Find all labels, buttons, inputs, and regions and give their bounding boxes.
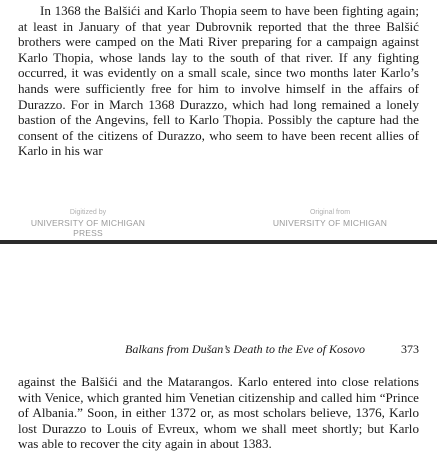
- original-from-watermark: [270, 208, 390, 228]
- top-page-paragraph: In 1368 the Balšići and Karlo Thopia seem to have been fighting again; at least in January of that year Dubrovnik reported that the three Balšić brothers were camped on the Mati River preparing for a campaign against Karlo Thopia, whose lands lay to the south of that river. If any fighting occurred, it was evidently on a small scale, since two months later Karlo’s hands were sufficiently free for him to involve himself in the affairs of Durazzo. For in March 1368 Durazzo, which had long remained a lonely bastion of the Angevins, fell to Karlo Thopia. Possibly the capture had the consent of the citizens of Durazzo, who seem to have been recent allies of Karlo in his war: [18, 3, 419, 159]
- original-from-source: UNIVERSITY OF MICHIGAN: [272, 218, 388, 228]
- bottom-page-paragraph: against the Balšići and the Matarangos. Karlo entered into close relations with Venice, which granted him Venetian citizenship and called him “Prince of Albania.” Soon, in either 1372 or, as most scholars believe, 1376, Karlo lost Durazzo to Louis of Evreux, whom we shall meet shortly; but Karlo was able to recover the city again in about 1383.: [18, 374, 419, 452]
- running-head-title: Balkans from Dušan’s Death to the Eve of Kosovo: [125, 342, 365, 356]
- page-number: 373: [401, 342, 419, 356]
- original-from-label: Original from: [309, 209, 351, 216]
- digitized-by-watermark: [18, 208, 158, 238]
- digitized-by-source: UNIVERSITY OF MICHIGAN PRESS: [30, 218, 146, 238]
- bottom-page: [0, 244, 437, 461]
- digitized-by-label: Digitized by: [69, 209, 107, 216]
